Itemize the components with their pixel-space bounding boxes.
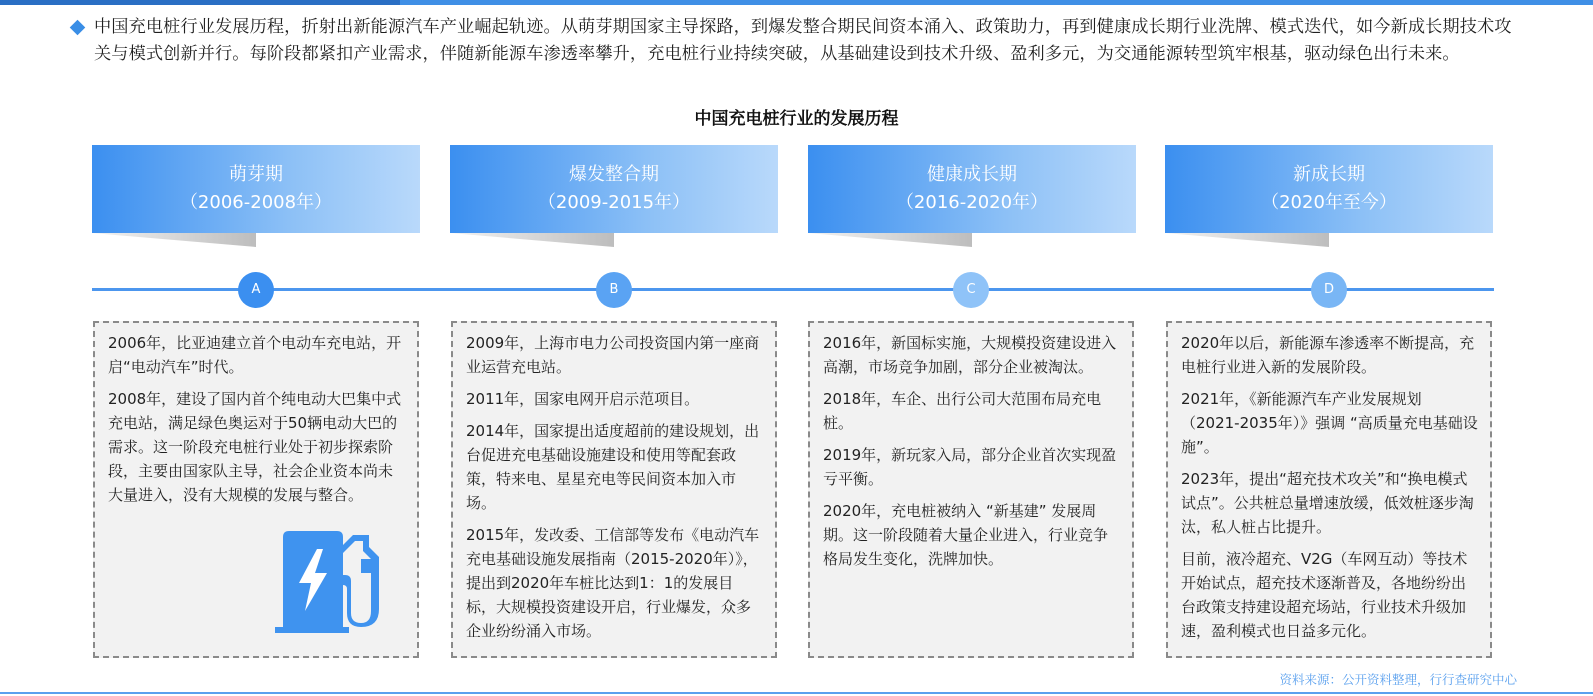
timeline-node-c: C <box>953 272 989 308</box>
phase-header-new-growth <box>1165 145 1493 233</box>
card-paragraph: 2008年，建设了国内首个纯电动大巴集中式充电站，满足绿色奥运对于50辆电动大巴的需求。这一阶段充电桩行业处于初步探索阶段，主要由国家队主导，社会企业资本尚未大量进入，没有大规模的发展与整合。 <box>108 390 402 504</box>
card-paragraph: 2015年，发改委、工信部等发布《电动汽车充电基础设施发展指南（2015-2020年）》，提出到2020年车桩比达到1：1的发展目标，大规模投资建设开启，行业爆发，众多企业纷纷涌入市场。 <box>466 526 760 640</box>
phase-shadow <box>808 233 972 247</box>
phase-period: （2016-2020年） <box>895 192 1049 213</box>
card-paragraph: 目前，液冷超充、V2G（车网互动）等技术开始试点，超充技术逐渐普及，各地纷纷出台政策支持建设超充场站，行业技术升级加速，盈利模式也日益多元化。 <box>1181 550 1468 640</box>
phase-name: 新成长期 <box>1293 164 1365 185</box>
phase-header-healthy <box>808 145 1136 233</box>
diamond-bullet-icon <box>70 20 86 36</box>
card-paragraph: 2011年，国家电网开启示范项目。 <box>466 390 700 408</box>
bottom-accent-line <box>0 692 1593 694</box>
phase-period: （2006-2008年） <box>179 192 333 213</box>
card-paragraph: 2020年，充电桩被纳入 “新基建” 发展周期。这一阶段随着大量企业进入，行业竞争格局发生变化，洗牌加快。 <box>823 502 1109 568</box>
diagram-title: 中国充电桩行业的发展历程 <box>694 109 899 129</box>
intro-text: 中国充电桩行业发展历程，折射出新能源汽车产业崛起轨迹。从萌芽期国家主导探路，到爆发整合期民间资本涌入、政策助力，再到健康成长期行业洗牌、模式迭代，如今新成长期技术攻关与模式创新并行。每阶段都紧扣产业需求，伴随新能源车渗透率攀升，充电桩行业持续突破，从基础建设到技术升级、盈利多元，为交通能源转型筑牢根基，驱动绿色出行未来。 <box>94 17 1512 64</box>
phase-card-new-growth <box>1166 321 1492 658</box>
phase-card-healthy <box>808 321 1134 658</box>
phase-name: 爆发整合期 <box>569 164 659 185</box>
source-note: 资料来源：公开资料整理，行行查研究中心 <box>1279 672 1517 687</box>
card-paragraph: 2006年，比亚迪建立首个电动车充电站，开启“电动汽车”时代。 <box>108 334 402 376</box>
card-paragraph: 2021年，《新能源汽车产业发展规划（2021-2035年）》强调 “高质量充电基础设施”。 <box>1181 390 1478 456</box>
card-paragraph: 2018年，车企、出行公司大范围布局充电桩。 <box>823 390 1102 432</box>
card-paragraph: 2014年，国家提出适度超前的建设规划，出台促进充电基础设施建设和使用等配套政策，特来电、星星充电等民间资本加入市场。 <box>466 422 760 512</box>
phase-period: （2020年至今） <box>1261 192 1397 213</box>
phase-shadow <box>1165 233 1329 247</box>
phase-name: 健康成长期 <box>927 164 1017 185</box>
phase-shadow <box>450 233 614 247</box>
card-paragraph: 2016年，新国标实施，大规模投资建设进入高潮，市场竞争加剧，部分企业被淘汰。 <box>823 334 1117 376</box>
card-paragraph: 2009年，上海市电力公司投资国内第一座商业运营充电站。 <box>466 334 760 376</box>
phase-header-boom <box>450 145 778 233</box>
intro-paragraph <box>72 14 1512 68</box>
timeline-node-a: A <box>238 272 274 308</box>
timeline-node-d: D <box>1311 272 1347 308</box>
phase-period: （2009-2015年） <box>537 192 691 213</box>
ev-charger-icon <box>275 531 391 633</box>
top-accent-bar-dark <box>0 0 400 5</box>
timeline-node-b: B <box>596 272 632 308</box>
card-paragraph: 2019年，新玩家入局，部分企业首次实现盈亏平衡。 <box>823 446 1117 488</box>
card-paragraph: 2020年以后，新能源车渗透率不断提高，充电桩行业进入新的发展阶段。 <box>1181 334 1475 376</box>
card-paragraph: 2023年，提出“超充技术攻关”和“换电模式试点”。公共桩总量增速放缓，低效桩逐步淘汰，私人桩占比提升。 <box>1181 470 1474 536</box>
phase-card-boom <box>451 321 777 658</box>
phase-name: 萌芽期 <box>229 164 283 185</box>
phase-shadow <box>92 233 256 247</box>
phase-header-sprout <box>92 145 420 233</box>
timeline-line <box>92 288 1494 291</box>
